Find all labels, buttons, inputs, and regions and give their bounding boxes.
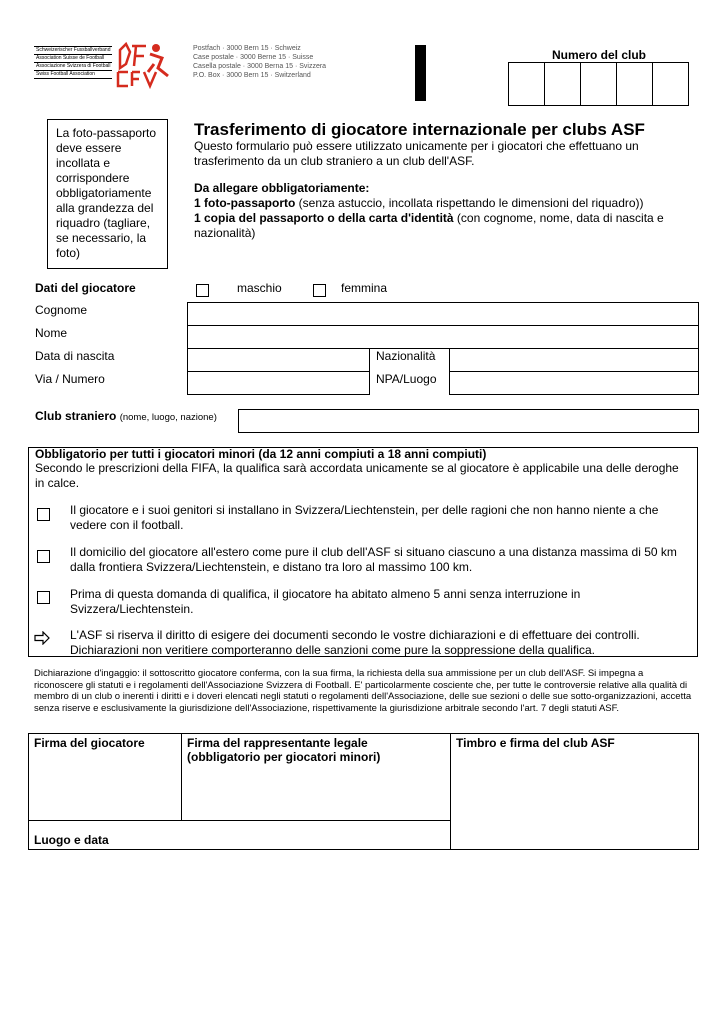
minors-title: Obbligatorio per tutti i giocatori minori (da 12 anni compiuti a 18 anni compiuti) — [35, 447, 487, 461]
nationality-field[interactable] — [449, 348, 699, 372]
option-residence-checkbox[interactable] — [37, 591, 50, 604]
logo-line: Association Suisse de Football — [34, 54, 112, 62]
zip-city-label: NPA/Luogo — [376, 372, 437, 386]
nationality-label: Nazionalità — [376, 349, 436, 363]
postal-address — [193, 44, 363, 80]
option-relocation-text: Il giocatore e i suoi genitori si installano in Svizzera/Liechtenstein, per delle ragioni che non hanno niente a che vedere con il football. — [70, 503, 659, 532]
club-stamp-label: Timbro e firma del club ASF — [456, 736, 615, 750]
name-field[interactable] — [187, 325, 699, 349]
form-intro: Questo formulario può essere utilizzato unicamente per i giocatori che effettuano un trasferimento da un club straniero a un club dell'ASF. — [194, 139, 639, 168]
player-signature-cell[interactable] — [29, 734, 182, 821]
male-label: maschio — [237, 281, 282, 295]
birthdate-field[interactable] — [187, 348, 370, 372]
option-residence-text: Prima di questa domanda di qualifica, il giocatore ha abitato almeno 5 anni senza interruzione in Svizzera/Liechtenstein. — [70, 587, 581, 616]
attachment-passport — [194, 211, 684, 241]
club-number-digit-field[interactable] — [616, 62, 653, 106]
hollow-right-arrow-icon — [34, 631, 50, 650]
attachment-photo-bold: 1 foto-passaporto — [194, 196, 296, 210]
photo-instructions: La foto-passaporto deve essere incollata e corrispondere obbligatoriamente alla grandezza del riquadro (tagliare, se necessario, la foto) — [56, 126, 157, 260]
club-number-boxes — [508, 62, 689, 106]
minors-intro: Secondo le prescrizioni della FIFA, la qualifica sarà accordata unicamente se al giocatore è applicabile una delle deroghe in calce. — [35, 461, 679, 490]
foreign-club-field[interactable] — [238, 409, 699, 433]
address-line: Casella postale · 3000 Berna 15 · Svizzera — [193, 63, 327, 70]
legal-rep-signature-label: Firma del rappresentante legale — [187, 736, 368, 750]
association-name-lines — [34, 46, 112, 79]
attachment-photo-detail: (senza astuccio, incollata rispettando le dimensioni del riquadro)) — [295, 196, 644, 210]
option-border-distance-text: Il domicilio del giocatore all'estero come pure il club dell'ASF si situano ciascuno a una distanza massima di 50 km dalla frontiera Svizzera/Liechtenstein, e distano tra loro al massimo 100 km. — [70, 545, 677, 574]
minors-note: L'ASF si riserva il diritto di esigere dei documenti secondo le vostre dichiarazioni e di effettuare dei controlli. Dichiarazioni non veritiere comporteranno delle sanzioni come pure la soppressione della qualifica. — [70, 628, 640, 657]
player-signature-label: Firma del giocatore — [34, 736, 145, 750]
address-line: Case postale · 3000 Berne 15 · Suisse — [193, 54, 314, 61]
street-label: Via / Numero — [35, 372, 105, 386]
player-data-label: Dati del giocatore — [35, 281, 136, 295]
attachment-passport-detail: (con cognome, nome, data di nascita e nazionalità) — [194, 211, 664, 240]
attachments — [194, 181, 684, 241]
option-border-distance-checkbox[interactable] — [37, 550, 50, 563]
club-number-digit-field[interactable] — [508, 62, 545, 106]
legal-rep-signature-note: (obbligatorio per giocatori minori) — [187, 750, 381, 764]
signatures-table — [28, 733, 699, 850]
logo-line: Swiss Football Association — [34, 70, 112, 79]
form-title: Trasferimento di giocatore internazionale per clubs ASF — [194, 120, 645, 139]
address-line: P.O. Box · 3000 Bern 15 · Switzerland — [193, 72, 311, 79]
male-checkbox[interactable] — [196, 284, 209, 297]
declaration-text: Dichiarazione d'ingaggio: il sottoscritto giocatore conferma, con la sua firma, la richiesta della sua ammissione per un club dell'ASF. Si impegna a riconoscere gli statuti e i regolamenti dell'Associazione Svizzera di Football. E' particolarmente cosciente che, per tutte le controversie relative alla qualità di membro di un club o inerenti i diritti e i doveri elencati negli statuti o regolamenti dell'Associazione, delle sue sezioni o delle sue sotto-organizzazioni, accetta senza riserve e esclusivamente la giurisdizione dell'Associazione, rispettivamente la giurisdizione arbitrale secondo l'art. 7 degli statuti ASF. — [34, 668, 692, 714]
female-checkbox[interactable] — [313, 284, 326, 297]
address-line: Postfach · 3000 Bern 15 · Schweiz — [193, 45, 301, 52]
name-label: Nome — [35, 326, 68, 340]
asf-logo — [112, 42, 174, 90]
attachments-title: Da allegare obbligatoriamente: — [194, 181, 370, 195]
attachment-passport-bold: 1 copia del passaporto o della carta d'identità — [194, 211, 454, 225]
foreign-club-hint: (nome, luogo, nazione) — [119, 412, 217, 423]
foreign-club-label-text: Club straniero — [35, 409, 117, 423]
option-relocation-checkbox[interactable] — [37, 508, 50, 521]
club-number-digit-field[interactable] — [652, 62, 689, 106]
legal-rep-signature-cell[interactable] — [182, 734, 451, 821]
attachment-photo — [194, 196, 684, 211]
place-date-label: Luogo e data — [34, 833, 109, 847]
photo-box[interactable] — [47, 119, 168, 269]
foreign-club-label — [35, 409, 217, 425]
club-number-label: Numero del club — [552, 48, 647, 62]
barcode-bar — [415, 45, 426, 101]
street-field[interactable] — [187, 371, 370, 395]
female-label: femmina — [341, 281, 388, 295]
club-number-digit-field[interactable] — [544, 62, 581, 106]
club-stamp-cell[interactable] — [451, 734, 699, 850]
birthdate-label: Data di nascita — [35, 349, 115, 363]
surname-label: Cognome — [35, 303, 88, 317]
place-date-cell[interactable] — [29, 821, 451, 850]
surname-field[interactable] — [187, 302, 699, 326]
logo-line: Associazione Svizzera di Football — [36, 63, 111, 69]
logo-line: Schweizerischer Fussballverband — [36, 47, 111, 53]
club-number-digit-field[interactable] — [580, 62, 617, 106]
zip-city-field[interactable] — [449, 371, 699, 395]
